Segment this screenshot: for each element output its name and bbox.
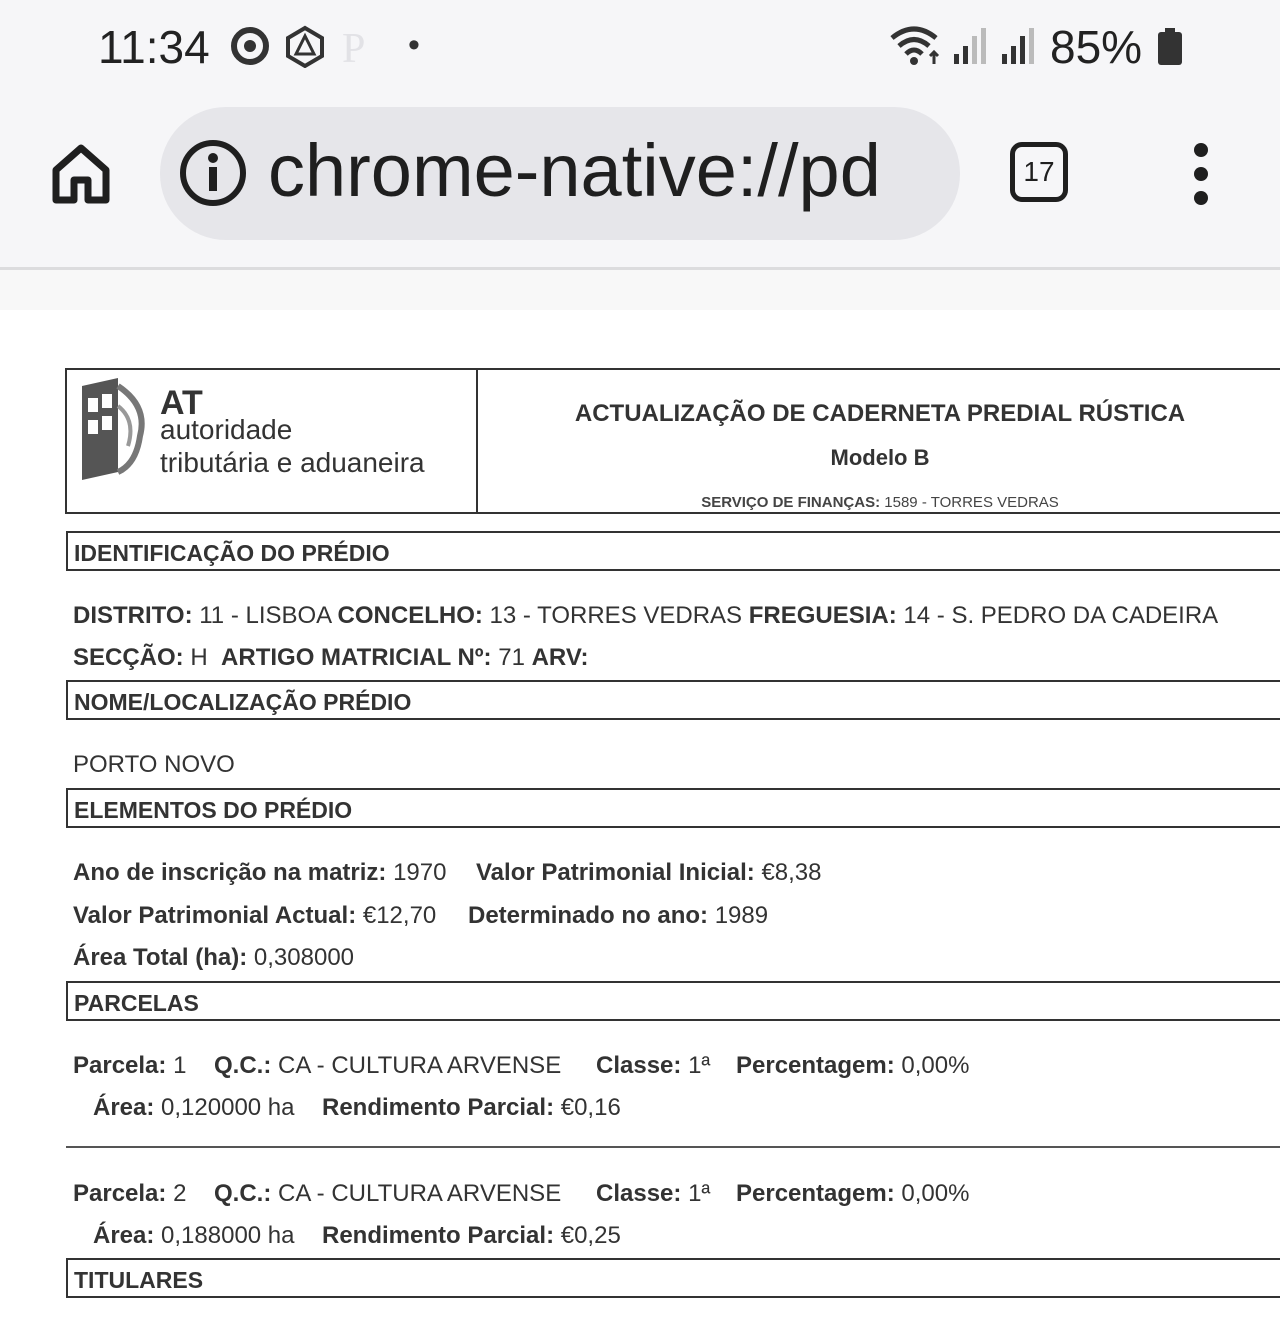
percentagem-label: Percentagem:	[736, 1052, 895, 1079]
distrito-value: 11 - LISBOA	[199, 602, 331, 629]
service-value: 1589 - TORRES VEDRAS	[884, 494, 1059, 511]
area-value: 0,120000 ha	[161, 1094, 295, 1121]
ano-value: 1970	[393, 859, 447, 886]
section-nome-localizacao	[66, 680, 1280, 720]
seccao-value: H	[190, 644, 208, 671]
artigo-label: ARTIGO MATRICIAL Nº:	[221, 644, 492, 671]
url-text[interactable]: chrome-native://pd	[268, 129, 881, 212]
freguesia-value: 14 - S. PEDRO DA CADEIRA	[903, 602, 1219, 629]
battery-icon	[1156, 28, 1184, 66]
section-elementos	[66, 788, 1280, 828]
parcela-1-line1	[73, 1052, 186, 1080]
seccao-label: SECÇÃO:	[73, 644, 184, 671]
freguesia-label: FREGUESIA:	[748, 602, 897, 629]
section-title: TITULARES	[74, 1267, 204, 1293]
concelho-label: CONCELHO:	[337, 602, 483, 629]
home-icon[interactable]	[48, 140, 114, 206]
qc-label: Q.C.:	[214, 1052, 272, 1079]
qc-value: CA - CULTURA ARVENSE	[278, 1052, 562, 1079]
document-subtitle: Modelo B	[830, 445, 930, 470]
section-title: PARCELAS	[74, 990, 199, 1016]
service-line	[480, 494, 1280, 511]
info-icon[interactable]	[178, 138, 248, 208]
wifi-icon	[888, 24, 944, 68]
nome-localizacao-value: PORTO NOVO	[73, 751, 235, 778]
classe-label: Classe:	[596, 1052, 682, 1079]
tab-count: 17	[1023, 156, 1055, 187]
det-label: Determinado no ano:	[468, 902, 709, 929]
signal-icon-2	[1000, 24, 1036, 68]
section-titulares	[66, 1258, 1280, 1298]
parcela-1-percentagem	[736, 1052, 969, 1080]
notification-dot: •	[408, 26, 420, 64]
section-identificacao	[66, 531, 1280, 571]
logo-at: AT	[160, 384, 203, 422]
area-label: Área:	[93, 1094, 155, 1121]
vpa-value: €12,70	[362, 902, 437, 929]
section-parcelas	[66, 981, 1280, 1021]
rendimento-label: Rendimento Parcial:	[322, 1222, 555, 1249]
arv-label: ARV:	[531, 644, 589, 671]
app-notification-icon	[284, 24, 326, 68]
section-title: IDENTIFICAÇÃO DO PRÉDIO	[74, 540, 390, 566]
battery-percent: 85%	[1050, 21, 1143, 73]
percentagem-value: 0,00%	[901, 1052, 970, 1079]
pdf-page-gap	[0, 270, 1280, 310]
parcela-2-line1	[73, 1180, 186, 1208]
area-value: 0,188000 ha	[161, 1222, 295, 1249]
ano-label: Ano de inscrição na matriz:	[73, 859, 387, 886]
percentagem-value: 0,00%	[901, 1180, 970, 1207]
parcela-label: Parcela:	[73, 1180, 167, 1207]
vpi-value: €8,38	[761, 859, 822, 886]
concelho-value: 13 - TORRES VEDRAS	[489, 602, 743, 629]
elementos-line2	[73, 902, 436, 930]
distrito-label: DISTRITO:	[73, 602, 193, 629]
section-title: ELEMENTOS DO PRÉDIO	[74, 797, 353, 823]
qc-value: CA - CULTURA ARVENSE	[278, 1180, 562, 1207]
parcela-1-classe	[596, 1052, 710, 1080]
elementos-line1b	[476, 859, 822, 887]
percentagem-label: Percentagem:	[736, 1180, 895, 1207]
rendimento-label: Rendimento Parcial:	[322, 1094, 555, 1121]
section-title: NOME/LOCALIZAÇÃO PRÉDIO	[74, 689, 412, 715]
status-time: 11:34	[98, 21, 210, 73]
rendimento-value: €0,16	[560, 1094, 621, 1121]
header-divider	[476, 368, 478, 514]
classe-label: Classe:	[596, 1180, 682, 1207]
tab-switcher-button[interactable]	[1010, 142, 1068, 202]
parcela-value: 1	[173, 1052, 187, 1079]
elementos-line1	[73, 859, 446, 887]
elementos-line3	[73, 944, 354, 972]
parcela-1-area	[93, 1094, 295, 1122]
p-app-icon	[338, 24, 382, 68]
elementos-line2b	[468, 902, 768, 930]
parcela-value: 2	[173, 1180, 187, 1207]
more-options-icon[interactable]	[1186, 142, 1216, 206]
parcela-2-rendimento	[322, 1222, 621, 1250]
area-total-label: Área Total (ha):	[73, 944, 248, 971]
parcela-2-percentagem	[736, 1180, 969, 1208]
parcela-2-area	[93, 1222, 295, 1250]
signal-icon-1	[952, 24, 988, 68]
classe-value: 1ª	[688, 1180, 711, 1207]
document-title: ACTUALIZAÇÃO DE CADERNETA PREDIAL RÚSTICA	[574, 400, 1186, 427]
rendimento-value: €0,25	[560, 1222, 621, 1249]
area-label: Área:	[93, 1222, 155, 1249]
chrome-icon	[230, 24, 270, 68]
parcela-1-qc	[214, 1052, 561, 1080]
identificacao-line2	[73, 644, 589, 672]
det-value: 1989	[714, 902, 769, 929]
parcela-divider	[66, 1146, 1280, 1148]
vpa-label: Valor Patrimonial Actual:	[73, 902, 357, 929]
parcela-2-qc	[214, 1180, 561, 1208]
parcela-label: Parcela:	[73, 1052, 167, 1079]
qc-label: Q.C.:	[214, 1180, 272, 1207]
logo-line1: autoridade	[160, 414, 293, 445]
service-label: SERVIÇO DE FINANÇAS:	[701, 494, 881, 511]
parcela-2-classe	[596, 1180, 710, 1208]
classe-value: 1ª	[688, 1052, 711, 1079]
vpi-label: Valor Patrimonial Inicial:	[476, 859, 755, 886]
logo-line2: tributária e aduaneira	[160, 447, 425, 478]
identificacao-line1	[73, 602, 1218, 630]
svg-text:P: P	[342, 26, 366, 68]
artigo-value: 71	[498, 644, 525, 671]
area-total-value: 0,308000	[253, 944, 355, 971]
parcela-1-rendimento	[322, 1094, 621, 1122]
at-logo-emblem	[78, 376, 150, 482]
